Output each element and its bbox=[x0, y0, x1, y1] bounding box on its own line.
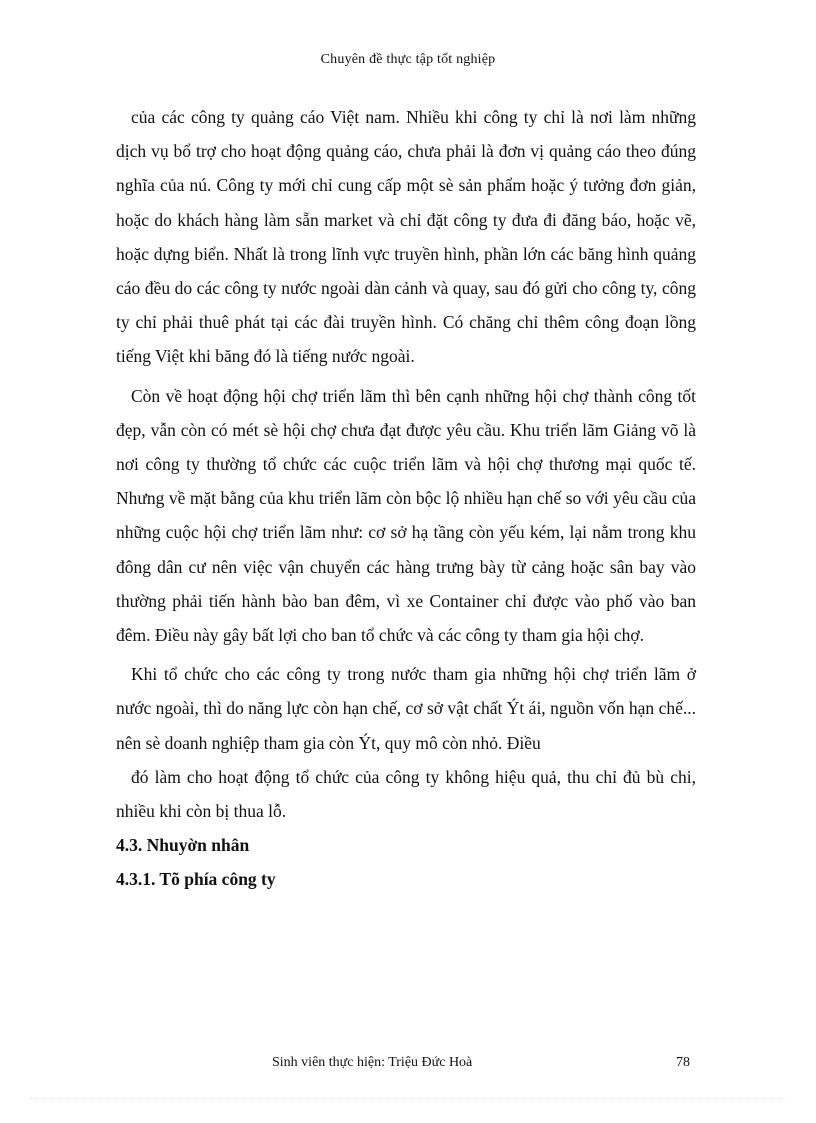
paragraph-continuation: đó làm cho hoạt động tổ chức của công ty không hiệu quả, thu chỉ đủ bù chi, nhiều khi còn bị thua lỗ. bbox=[116, 766, 696, 822]
page-number: 78 bbox=[676, 1055, 690, 1070]
footer-divider bbox=[30, 1098, 786, 1099]
paragraph-advertising: của các công ty quảng cáo Việt nam. Nhiều khi công ty chỉ là nơi làm những dịch vụ bổ trợ cho hoạt động quảng cáo, chưa phải là đơn vị quảng cáo theo đúng nghĩa của nú. Công ty mới chỉ cung cấp một sè sản phẩm hoặc ý tưởng đơn giản, hoặc do khách hàng làm sẵn market và chỉ đặt công ty đưa đi đăng báo, hoặc vẽ, hoặc dựng biển. Nhất là trong lĩnh vực truyền hình, phần lớn các băng hình quảng cáo đều do các công ty nước ngoài dàn cảnh và quay, sau đó gửi cho công ty, công ty chỉ phải thuê phát tại các đài truyền hình. Có chăng chỉ thêm công đoạn lồng tiếng Việt khi băng đó là tiếng nước ngoài. bbox=[116, 107, 696, 367]
footer-author: Sinh viên thực hiện: Triệu Đức Hoà bbox=[272, 1055, 473, 1070]
paragraph-overseas-fairs bbox=[116, 657, 696, 760]
section-heading-4-3: 4.3. Nhuyờn nhân bbox=[116, 835, 250, 856]
document-body bbox=[116, 100, 696, 897]
paragraph-trade-fairs: Còn về hoạt động hội chợ triển lãm thì bên cạnh những hội chợ thành công tốt đẹp, vẫn còn có mét sè hội chợ chưa đạt được yêu cầu. Khu triển lãm Giảng võ là nơi công ty thường tổ chức các cuộc triển lãm và hội chợ thương mại quốc tế. Nhưng về mặt bằng của khu triển lãm còn bộc lộ nhiều hạn chế so với yêu cầu của những cuộc hội chợ triển lãm như: cơ sở hạ tầng còn yếu kém, lại nằm trong khu đông dân cư nên việc vận chuyển các hàng trưng bày từ cảng hoặc sân bay vào thường phải tiến hành bào ban đêm, vì xe Container chỉ được vào phố vào ban đêm. Điều này gây bất lợi cho ban tổ chức và các công ty tham gia hội chợ. bbox=[116, 385, 696, 646]
paragraph-overseas-fairs-text: Khi tổ chức cho các công ty trong nước tham gia những hội chợ triển lãm ở nước ngoài, thì do năng lực còn hạn chế, cơ sở vật chất Ýt ái, nguồn vốn hạn chế... nên sè doanh nghiệp tham gia còn Ýt, quy mô còn nhỏ. Điều bbox=[116, 664, 696, 753]
section-heading-4-3-1: 4.3.1. Tõ phía công ty bbox=[116, 869, 276, 890]
page-header: Chuyên đề thực tập tốt nghiệp bbox=[320, 52, 496, 67]
